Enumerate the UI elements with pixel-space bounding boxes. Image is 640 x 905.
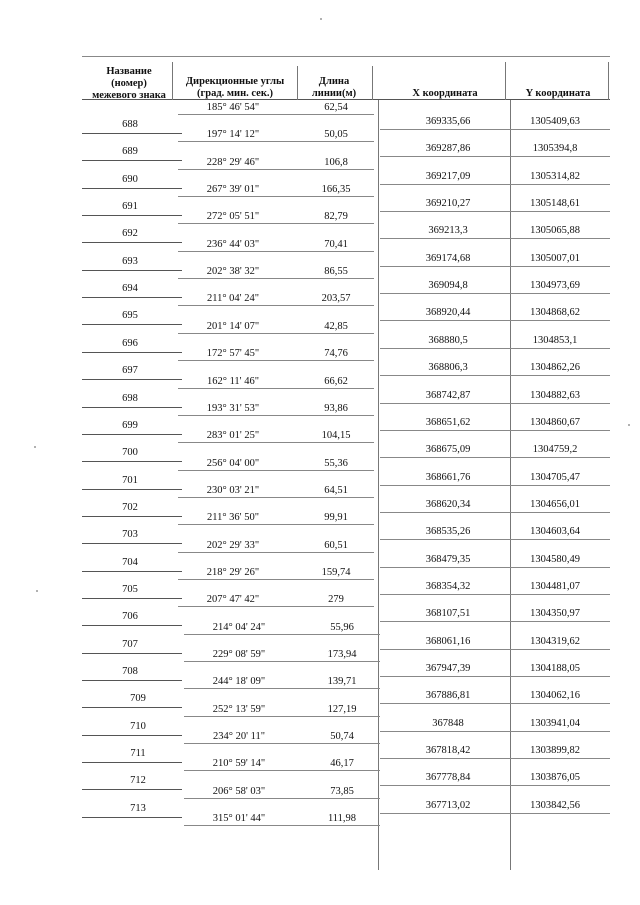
point-name: 691 [122,201,138,213]
point-y-coordinate: 1303899,82 [530,745,580,757]
point-x-coordinate: 368920,44 [425,307,471,319]
segment-length: 73,85 [330,785,354,797]
table-rule [380,758,610,759]
point-x-coordinate: 367818,42 [425,745,471,757]
segment-length: 50,74 [330,731,354,743]
segment-length: 166,35 [321,184,351,196]
table-rule [380,813,610,814]
segment-length: 104,15 [321,430,351,442]
scan-speck [628,424,630,426]
point-x-coordinate: 369287,86 [425,143,471,155]
segment-angle: 283° 01' 25" [206,430,260,442]
point-y-coordinate: 1303842,56 [530,799,580,811]
table-rule [178,169,374,170]
point-x-coordinate: 367778,84 [425,772,471,784]
point-name: 703 [122,529,138,541]
point-y-coordinate: 1303876,05 [530,772,580,784]
point-name: 706 [122,611,138,623]
table-rule [380,457,610,458]
table-rule [184,798,380,799]
table-rule [82,762,182,763]
table-rule [184,688,380,689]
table-rule [178,497,374,498]
point-name: 711 [130,748,146,760]
table-rule [82,461,182,462]
point-x-coordinate: 368479,35 [425,553,471,565]
table-rule [380,567,610,568]
point-x-coordinate: 369217,09 [425,170,471,182]
segment-length: 55,36 [324,457,348,469]
point-name: 694 [122,283,138,295]
point-name: 713 [130,802,146,814]
segment-angle: 193° 31' 53" [206,402,260,414]
segment-length: 55,96 [330,621,354,633]
point-x-coordinate: 368061,16 [425,635,471,647]
header-name-line-3: межевого знака [92,90,166,101]
point-x-coordinate: 369210,27 [425,198,471,210]
point-name: 705 [122,583,138,595]
segment-angle: 267° 39' 01" [206,184,260,196]
segment-length: 46,17 [330,758,354,770]
point-y-coordinate: 1304853,1 [532,334,578,346]
point-y-coordinate: 1304705,47 [530,471,580,483]
segment-length: 127,19 [327,703,357,715]
point-y-coordinate: 1304973,69 [530,280,580,292]
point-x-coordinate: 367848 [432,717,464,729]
table-rule [82,99,610,100]
point-name: 693 [122,255,138,267]
table-rule [82,188,182,189]
table-rule [82,543,182,544]
scan-speck [36,590,38,592]
point-y-coordinate: 1304062,16 [530,690,580,702]
point-y-coordinate: 1304656,01 [530,498,580,510]
point-x-coordinate: 368806,3 [428,362,468,374]
segment-length: 66,62 [324,375,348,387]
table-rule [82,133,182,134]
point-name: 712 [130,775,146,787]
table-rule [82,735,182,736]
point-y-coordinate: 1305065,88 [530,225,580,237]
point-y-coordinate: 1304188,05 [530,663,580,674]
table-rule [82,352,182,353]
point-x-coordinate: 369213,3 [428,225,468,237]
table-rule [82,56,610,57]
table-rule [178,251,374,252]
point-name: 710 [130,720,146,732]
table-rule [380,293,610,294]
point-x-coordinate: 368742,87 [425,389,471,401]
table-rule [380,621,610,622]
table-rule [380,594,610,595]
table-rule [380,320,610,321]
table-rule [178,305,374,306]
segment-angle: 207° 47' 42" [206,594,260,606]
table-rule [184,825,380,826]
point-x-coordinate: 368620,34 [425,498,471,510]
segment-length: 173,94 [327,649,357,660]
table-rule [82,407,182,408]
header-name-line-1: Название [106,66,152,77]
segment-length: 106,8 [324,156,348,168]
table-rule [380,539,610,540]
segment-length: 86,55 [324,266,348,278]
point-y-coordinate: 1304603,64 [530,526,580,538]
table-rule [82,489,182,490]
table-column-rule [372,66,373,100]
table-rule [380,266,610,267]
table-rule [178,333,374,334]
segment-length: 70,41 [324,238,348,250]
point-x-coordinate: 368675,09 [425,444,471,456]
segment-length: 93,86 [324,402,348,414]
segment-length: 42,85 [324,320,348,332]
table-rule [82,598,182,599]
table-rule [184,770,380,771]
point-y-coordinate: 1304319,62 [530,635,580,647]
scan-speck [34,446,36,448]
segment-angle: 252° 13' 59" [212,703,266,715]
table-rule [178,579,374,580]
table-rule [178,415,374,416]
table-rule [82,516,182,517]
table-rule [82,789,182,790]
table-rule [380,731,610,732]
table-rule [82,653,182,654]
point-y-coordinate: 1304860,67 [530,416,580,428]
segment-angle: 244° 18' 09" [212,676,266,688]
table-rule [184,634,380,635]
segment-angle: 202° 29' 33" [206,539,260,551]
segment-angle: 185° 46' 54" [206,102,260,113]
table-rule [82,242,182,243]
segment-angle: 234° 20' 11" [213,731,265,743]
point-x-coordinate: 369094,8 [428,280,468,292]
point-name: 689 [122,146,138,158]
table-rule [178,114,374,115]
point-name: 702 [122,501,138,513]
segment-angle: 172° 57' 45" [206,348,260,360]
segment-length: 62,54 [324,102,348,113]
segment-angle: 214° 04' 24" [212,621,266,633]
point-name: 704 [122,556,138,568]
segment-length: 279 [328,594,344,606]
point-y-coordinate: 1305409,63 [530,116,580,127]
point-x-coordinate: 369174,68 [425,252,471,264]
segment-angle: 162° 11' 46" [207,375,259,387]
point-y-coordinate: 1304868,62 [530,307,580,319]
header-angle-line-2: (град. мин. сек.) [196,88,274,99]
table-rule [184,661,380,662]
segment-length: 60,51 [324,539,348,551]
table-rule [380,211,610,212]
table-rule [82,571,182,572]
table-rule [380,703,610,704]
segment-angle: 272° 05' 51" [206,211,260,223]
header-length-line-1: Длина [318,76,350,87]
table-rule [178,442,374,443]
table-rule [178,606,374,607]
segment-length: 139,71 [327,676,357,688]
point-y-coordinate: 1304580,49 [530,553,580,565]
table-rule [82,160,182,161]
point-x-coordinate: 368107,51 [425,608,471,620]
table-rule [82,215,182,216]
table-rule [178,360,374,361]
point-name: 708 [122,666,138,677]
table-rule [178,196,374,197]
point-y-coordinate: 1304862,26 [530,362,580,374]
table-rule [178,524,374,525]
segment-angle: 210° 59' 14" [212,758,266,770]
point-y-coordinate: 1304481,07 [530,580,580,592]
table-rule [380,348,610,349]
table-rule [82,434,182,435]
point-x-coordinate: 367713,02 [425,799,471,811]
point-y-coordinate: 1305394,8 [532,143,578,155]
table-rule [380,184,610,185]
segment-length: 74,76 [324,348,348,360]
table-rule [178,552,374,553]
header-length [298,76,370,100]
point-name: 692 [122,228,138,240]
table-rule [82,297,182,298]
segment-angle: 211° 36' 50" [207,512,259,524]
table-rule [380,676,610,677]
table-rule [380,485,610,486]
point-x-coordinate: 367947,39 [425,663,471,674]
segment-angle: 228° 29' 46" [206,156,260,168]
segment-length: 50,05 [324,129,348,141]
segment-angle: 206° 58' 03" [212,785,266,797]
table-rule [184,716,380,717]
table-rule [178,388,374,389]
segment-length: 99,91 [324,512,348,524]
point-x-coordinate: 368880,5 [428,334,468,346]
table-rule [82,270,182,271]
table-rule [82,707,182,708]
point-y-coordinate: 1304882,63 [530,389,580,401]
table-rule [380,238,610,239]
point-name: 709 [130,693,146,705]
point-y-coordinate: 1305314,82 [530,170,580,182]
point-name: 698 [122,392,138,404]
table-rule [380,375,610,376]
segment-angle: 197° 14' 12" [206,129,260,141]
table-column-rule [505,62,506,100]
point-name: 690 [122,173,138,185]
table-rule [82,625,182,626]
point-x-coordinate: 367886,81 [425,690,471,702]
header-y: Y координата [525,88,591,99]
point-y-coordinate: 1305148,61 [530,198,580,210]
header-length-line-2: линии(м) [311,88,357,99]
point-y-coordinate: 1303941,04 [530,717,580,729]
point-name: 699 [122,419,138,431]
segment-length: 64,51 [324,484,348,496]
point-x-coordinate: 368651,62 [425,416,471,428]
point-name: 707 [122,638,138,650]
point-name: 697 [122,365,138,377]
segment-length: 159,74 [321,566,351,578]
table-rule [380,649,610,650]
segment-length: 111,98 [327,813,357,825]
point-name: 701 [122,474,138,486]
header-x: X координата [412,88,478,99]
table-column-rule [608,62,609,100]
table-rule [380,430,610,431]
table-column-rule [378,100,379,870]
segment-angle: 229° 08' 59" [212,649,266,660]
header-name [84,66,174,102]
scan-speck [320,18,322,20]
table-rule [380,156,610,157]
table-rule [178,141,374,142]
point-name: 700 [122,447,138,459]
segment-angle: 218° 29' 26" [206,566,260,578]
segment-length: 203,57 [321,293,351,305]
table-rule [380,129,610,130]
segment-length: 82,79 [324,211,348,223]
header-angle-line-1: Дирекционные углы [185,76,285,87]
point-x-coordinate: 369335,66 [425,116,471,127]
point-name: 688 [122,119,138,130]
point-x-coordinate: 368661,76 [425,471,471,483]
table-rule [380,512,610,513]
table-rule [82,379,182,380]
point-y-coordinate: 1304350,97 [530,608,580,620]
segment-angle: 201° 14' 07" [206,320,260,332]
segment-angle: 236° 44' 03" [206,238,260,250]
point-y-coordinate: 1305007,01 [530,252,580,264]
segment-angle: 202° 38' 32" [206,266,260,278]
table-rule [178,278,374,279]
header-name-line-2: (номер) [111,78,147,89]
point-name: 696 [122,337,138,349]
point-y-coordinate: 1304759,2 [532,444,578,456]
segment-angle: 230° 03' 21" [206,484,260,496]
point-name: 695 [122,310,138,322]
table-rule [82,817,182,818]
table-rule [184,743,380,744]
table-column-rule [297,66,298,100]
header-angle [172,76,298,100]
point-x-coordinate: 368535,26 [425,526,471,538]
segment-angle: 256° 04' 00" [206,457,260,469]
segment-angle: 315° 01' 44" [212,813,266,825]
table-rule [178,223,374,224]
table-rule [82,324,182,325]
table-rule [178,470,374,471]
table-rule [380,403,610,404]
table-column-rule [172,62,173,100]
segment-angle: 211° 04' 24" [207,293,259,305]
point-x-coordinate: 368354,32 [425,580,471,592]
table-rule [380,785,610,786]
table-rule [82,680,182,681]
